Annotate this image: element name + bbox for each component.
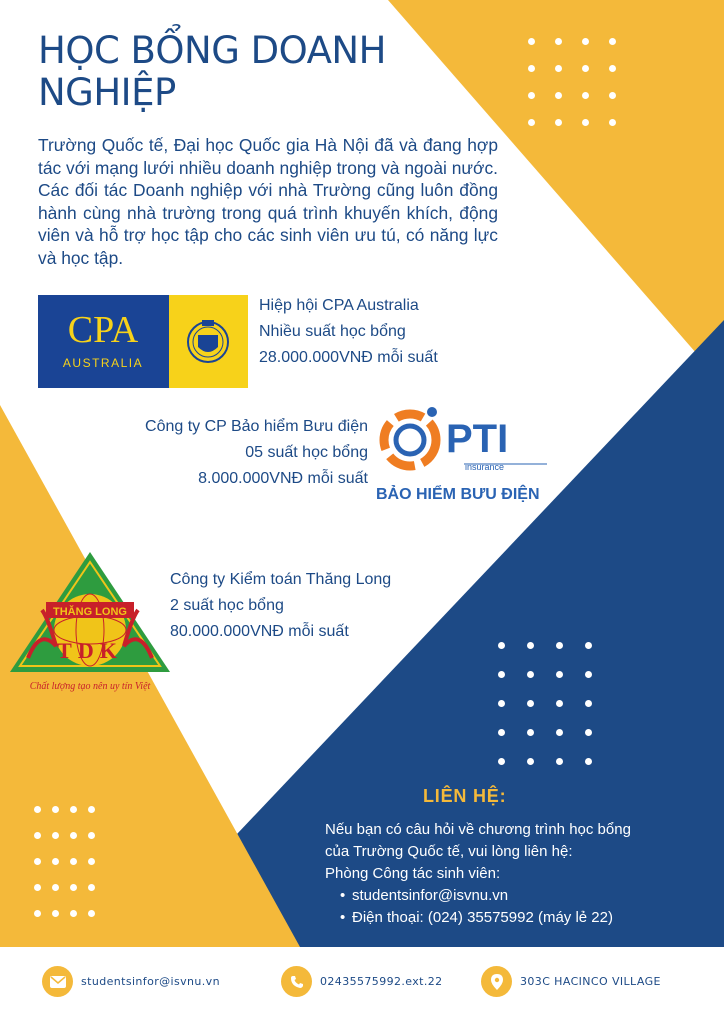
contact-line: Phòng Công tác sinh viên: xyxy=(325,865,501,882)
contact-email[interactable]: • studentsinfor@isvnu.vn xyxy=(352,885,705,907)
contact-line: của Trường Quốc tế, vui lòng liên hệ: xyxy=(325,843,573,860)
location-icon xyxy=(481,966,512,997)
partner-name: Công ty CP Bảo hiểm Bưu điện xyxy=(145,418,368,435)
partner-thang-long xyxy=(170,567,391,645)
tdk-slogan: Chất lượng tạo nên uy tín Việt xyxy=(29,681,151,692)
email-icon xyxy=(42,966,73,997)
partner-amount: 8.000.000VNĐ mỗi suất xyxy=(198,470,368,487)
partner-cpa xyxy=(259,293,438,371)
partner-count: 05 suất học bổng xyxy=(245,444,368,461)
footer-address[interactable] xyxy=(481,966,661,997)
phone-icon xyxy=(281,966,312,997)
partner-amount: 28.000.000VNĐ mỗi suất xyxy=(259,349,438,366)
partner-count: 2 suất học bổng xyxy=(170,597,284,614)
dot-grid-top-right xyxy=(528,38,616,126)
cpa-australia-logo xyxy=(38,295,248,388)
footer-address-text: 303C HACINCO VILLAGE xyxy=(520,975,661,988)
partner-name: Công ty Kiểm toán Thăng Long xyxy=(170,571,392,588)
contact-list xyxy=(325,885,705,929)
partner-count: Nhiều suất học bổng xyxy=(259,323,406,340)
contact-body xyxy=(325,819,705,929)
footer-phone[interactable] xyxy=(281,966,443,997)
pti-brand: PTI xyxy=(446,417,509,461)
cpa-logo-subtext: AUSTRALIA xyxy=(62,356,144,370)
contact-line: Nếu bạn có câu hỏi về chương trình học bổng xyxy=(325,821,631,838)
contact-phone: • Điện thoại: (024) 35575992 (máy lẻ 22) xyxy=(352,907,705,929)
dot-grid-bottom-left xyxy=(34,806,95,917)
pti-ring-icon xyxy=(384,407,437,466)
intro-paragraph: Trường Quốc tế, Đại học Quốc gia Hà Nội đã và đang hợp tác với mạng lưới nhiều doanh nghiệp trong và ngoài nước. Các đối tác Doanh nghiệp với nhà Trường cũng luôn đồng hành cùng nhà trường trong quá trình khuyến khích, động viên và hỗ trợ học tập cho các sinh viên ưu tú, có năng lực và học tập. xyxy=(38,135,498,268)
page-title: HỌC BỔNG DOANH NGHIỆP xyxy=(38,29,386,114)
partner-pti xyxy=(145,414,368,492)
dot-grid-middle-right xyxy=(498,642,592,765)
thang-long-logo xyxy=(6,548,174,694)
contact-heading: LIÊN HỆ: xyxy=(423,786,507,806)
tdk-brand: THĂNG LONG xyxy=(53,606,127,618)
footer-phone-text: 02435575992.ext.22 xyxy=(320,975,443,988)
partner-name: Hiệp hội CPA Australia xyxy=(259,297,419,314)
footer-email-text: studentsinfor@isvnu.vn xyxy=(81,975,220,988)
footer-email[interactable] xyxy=(42,966,220,997)
pti-logo xyxy=(372,400,550,508)
cpa-logo-text: CPA xyxy=(67,309,139,351)
pti-tagline: BẢO HIỂM BƯU ĐIỆN xyxy=(376,486,540,503)
tdk-letters: TDK xyxy=(57,638,123,663)
pti-sub: insurance xyxy=(464,462,504,472)
partner-amount: 80.000.000VNĐ mỗi suất xyxy=(170,623,349,640)
